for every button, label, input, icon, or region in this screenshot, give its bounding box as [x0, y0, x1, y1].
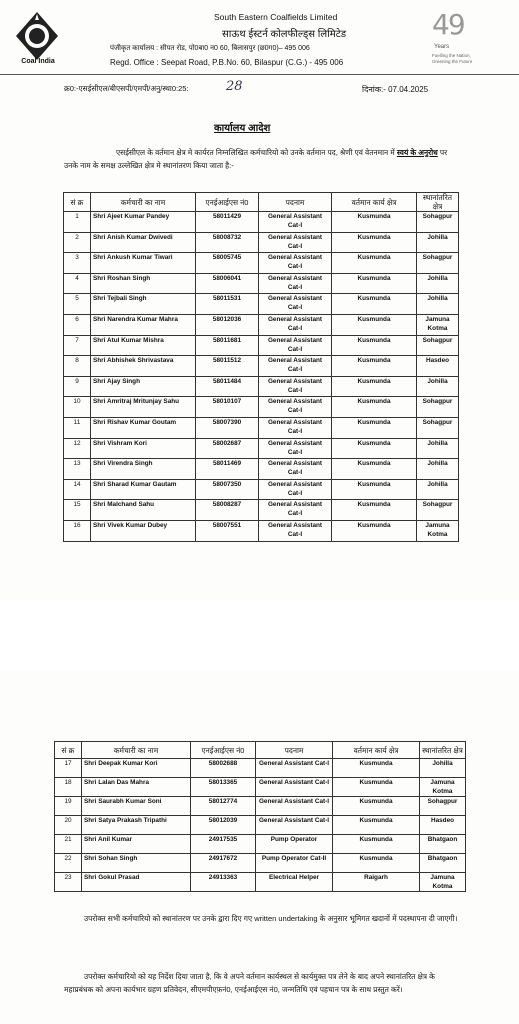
sn-cell: 1 [64, 212, 91, 233]
designation-cell: General Assistant Cat-I [259, 314, 332, 335]
designation-cell: General Assistant Cat-I [259, 438, 332, 459]
name-cell: Shri Sharad Kumar Gautam [91, 479, 196, 500]
transfer-area-cell: Jamuna Kotma [420, 778, 466, 797]
current-area-cell: Kusmunda [333, 759, 420, 778]
sn-cell: 15 [64, 500, 91, 521]
designation-cell: General Assistant Cat-I [259, 335, 332, 356]
sn-cell: 14 [64, 479, 91, 500]
table-row [64, 253, 459, 274]
transfer-area-cell: Johilla [417, 459, 459, 480]
current-area-cell: Kusmunda [332, 212, 417, 233]
designation-cell: General Assistant Cat-I [259, 500, 332, 521]
name-cell: Shri Sohan Singh [82, 854, 191, 873]
sn-cell: 6 [64, 314, 91, 335]
transfer-area-cell: Sohagpur [417, 335, 459, 356]
transfer-area-cell: Jamuna Kotma [417, 314, 459, 335]
table-row [64, 335, 459, 356]
neis-cell: 58008287 [196, 500, 259, 521]
table-header-row [64, 193, 459, 212]
table-row [64, 356, 459, 377]
table-row [64, 397, 459, 418]
header-name: कर्मचारी का नाम [82, 742, 191, 759]
intro-text-1: एसईसीएल के वर्तमान क्षेत्र मे कार्यरत निम्नलिखित कर्मचारियो को उनके वर्तमान पद, श्रेणी एवं वेतनमान में [116, 148, 397, 157]
undertaking-paragraph: उपरोक्त सभी कर्मचारियो को स्थानांतरण पर उनके द्वारा दिए गए written undertaking के अनुसार भूमिगत खदानों में पदस्थापना दी जाएगी। [84, 914, 458, 923]
header-sn: सं क्र [64, 193, 91, 212]
name-cell: Shri Ajeet Kumar Pandey [91, 212, 196, 233]
sn-cell: 9 [64, 376, 91, 397]
transfer-table-1 [63, 192, 459, 542]
table-row [64, 294, 459, 315]
designation-cell: General Assistant Cat-I [259, 479, 332, 500]
transfer-area-cell: Sohagpur [420, 797, 466, 816]
header-designation: पदनाम [259, 193, 332, 212]
table-row [64, 479, 459, 500]
current-area-cell: Kusmunda [333, 854, 420, 873]
order-date: दिनांक:- 07.04.2025 [362, 85, 429, 94]
transfer-area-cell: Johilla [417, 438, 459, 459]
sn-cell: 22 [55, 854, 82, 873]
neis-cell: 58005745 [196, 253, 259, 274]
header-transfer-area: स्थानांतरित क्षेत्र [420, 742, 466, 759]
sn-cell: 23 [55, 873, 82, 892]
current-area-cell: Kusmunda [332, 479, 417, 500]
current-area-cell: Raigarh [333, 873, 420, 892]
neis-cell: 24913363 [191, 873, 256, 892]
sn-cell: 17 [55, 759, 82, 778]
transfer-area-cell: Jamuna Kotma [420, 873, 466, 892]
intro-text-2: पर उनके नाम के समक्ष उल्लेखित क्षेत्र मे स्थानांतरण किया जाता है:- [64, 148, 448, 170]
table-row [64, 459, 459, 480]
current-area-cell: Kusmunda [332, 376, 417, 397]
table-row [64, 500, 459, 521]
transfer-area-cell: Johilla [417, 273, 459, 294]
name-cell: Shri Saurabh Kumar Soni [82, 797, 191, 816]
name-cell: Shri Lalan Das Mahra [82, 778, 191, 797]
address-hindi: पंजीकृत कार्यालय : सीपत रोड, पो0बा0 न0 60, बिलासपुर (छ0ग0)– 495 006 [110, 45, 310, 52]
neis-cell: 58007551 [196, 520, 259, 541]
neis-cell: 58011512 [196, 356, 259, 377]
current-area-cell: Kusmunda [332, 294, 417, 315]
designation-cell: General Assistant Cat-I [259, 397, 332, 418]
designation-cell: General Assistant Cat-I [259, 520, 332, 541]
designation-cell: General Assistant Cat-I [259, 253, 332, 274]
designation-cell: General Assistant Cat-I [259, 459, 332, 480]
current-area-cell: Kusmunda [333, 778, 420, 797]
current-area-cell: Kusmunda [332, 500, 417, 521]
name-cell: Shri Gokul Prasad [82, 873, 191, 892]
current-area-cell: Kusmunda [332, 397, 417, 418]
table-row [55, 759, 466, 778]
transfer-area-cell: Hasdeo [417, 356, 459, 377]
name-cell: Shri Roshan Singh [91, 273, 196, 294]
designation-cell: General Assistant Cat-I [256, 759, 333, 778]
neis-cell: 24917535 [191, 835, 256, 854]
header-current-area: वर्तमान कार्य क्षेत्र [332, 193, 417, 212]
neis-cell: 58002687 [196, 438, 259, 459]
anniversary-tagline-2: Greening the Future [432, 59, 473, 64]
transfer-area-cell: Jamuna Kotma [417, 520, 459, 541]
anniversary-tagline-1: Fuelling the Nation, [432, 53, 471, 58]
anniversary-badge-years: Years [434, 44, 450, 50]
transfer-area-cell: Sohagpur [417, 212, 459, 233]
header-neis: एनईआईएस नं0 [191, 742, 256, 759]
transfer-table-2 [54, 741, 466, 892]
table-row [64, 273, 459, 294]
table-row [55, 873, 466, 892]
sn-cell: 16 [64, 520, 91, 541]
designation-cell: General Assistant Cat-I [259, 232, 332, 253]
neis-cell: 58002688 [191, 759, 256, 778]
sn-cell: 21 [55, 835, 82, 854]
neis-cell: 58011469 [196, 459, 259, 480]
table-row [55, 778, 466, 797]
name-cell: Shri Ajay Singh [91, 376, 196, 397]
name-cell: Shri Rishav Kumar Goutam [91, 417, 196, 438]
sn-cell: 12 [64, 438, 91, 459]
sn-cell: 2 [64, 232, 91, 253]
transfer-area-cell: Bhatgaon [420, 854, 466, 873]
sn-cell: 10 [64, 397, 91, 418]
neis-cell: 58007350 [196, 479, 259, 500]
reference-prefix: क्र0:-एसईसीएल/बीएसपी/एमपी/अनु/स्था0:25: [64, 84, 189, 93]
table-row [55, 854, 466, 873]
designation-cell: General Assistant Cat-I [259, 212, 332, 233]
designation-cell: General Assistant Cat-I [256, 816, 333, 835]
name-cell: Shri Malchand Sahu [91, 500, 196, 521]
name-cell: Shri Tejbali Singh [91, 294, 196, 315]
current-area-cell: Kusmunda [332, 232, 417, 253]
instruction-paragraph: उपरोक्त कर्मचारियो को यह निर्देश दिया जाता है, कि वे अपने वर्तमान कार्यस्थल से कार्यमुक्त पत्र लेने के बाद अपने स्थानांतरित क्षेत्र के महाप्रबंधक को अपना कार्यभार ग्रहण प्रतिवेदन, सीएमपीएफ़नं0, एनईआईएस नं0, जन्मतिथि एवं पहचान पत्र के साथ प्रस्तुत करें। [64, 972, 435, 994]
designation-cell: Pump Operator Cat-II [256, 854, 333, 873]
table-row [64, 212, 459, 233]
sn-cell: 7 [64, 335, 91, 356]
current-area-cell: Kusmunda [332, 356, 417, 377]
sn-cell: 3 [64, 253, 91, 274]
transfer-area-cell: Sohagpur [417, 397, 459, 418]
name-cell: Shri Abhishek Shrivastava [91, 356, 196, 377]
sn-cell: 19 [55, 797, 82, 816]
neis-cell: 58013365 [191, 778, 256, 797]
current-area-cell: Kusmunda [332, 273, 417, 294]
name-cell: Shri Anish Kumar Dwivedi [91, 232, 196, 253]
current-area-cell: Kusmunda [332, 459, 417, 480]
sn-cell: 18 [55, 778, 82, 797]
designation-cell: General Assistant Cat-I [259, 356, 332, 377]
current-area-cell: Kusmunda [332, 314, 417, 335]
neis-cell: 58010107 [196, 397, 259, 418]
current-area-cell: Kusmunda [332, 417, 417, 438]
neis-cell: 58006041 [196, 273, 259, 294]
name-cell: Shri Deepak Kumar Kori [82, 759, 191, 778]
table-row [64, 376, 459, 397]
neis-cell: 58012036 [196, 314, 259, 335]
designation-cell: General Assistant Cat-I [259, 417, 332, 438]
transfer-area-cell: Hasdeo [420, 816, 466, 835]
neis-cell: 58007390 [196, 417, 259, 438]
transfer-area-cell: Johilla [417, 294, 459, 315]
current-area-cell: Kusmunda [332, 335, 417, 356]
header-neis: एनईआईएस नं0 [196, 193, 259, 212]
name-cell: Shri Satya Prakash Tripathi [82, 816, 191, 835]
header-transfer-area: स्थानांतरित क्षेत्र [417, 193, 459, 212]
designation-cell: Electrical Helper [256, 873, 333, 892]
table-row [64, 417, 459, 438]
header-sn: सं क्र [55, 742, 82, 759]
designation-cell: Pump Operator [256, 835, 333, 854]
intro-paragraph [64, 146, 460, 172]
neis-cell: 58011429 [196, 212, 259, 233]
name-cell: Shri Vishram Kori [91, 438, 196, 459]
designation-cell: General Assistant Cat-I [259, 273, 332, 294]
transfer-area-cell: Sohagpur [417, 417, 459, 438]
transfer-area-cell: Bhatgaon [420, 835, 466, 854]
transfer-area-cell: Sohagpur [417, 500, 459, 521]
name-cell: Shri Anil Kumar [82, 835, 191, 854]
transfer-area-cell: Johilla [417, 479, 459, 500]
name-cell: Shri Vivek Kumar Dubey [91, 520, 196, 541]
table-row [64, 520, 459, 541]
header-current-area: वर्तमान कार्य क्षेत्र [333, 742, 420, 759]
current-area-cell: Kusmunda [332, 520, 417, 541]
neis-cell: 24917672 [191, 854, 256, 873]
address-english: Regd. Office : Seepat Road, P.B.No. 60, Bilaspur (C.G.) - 495 006 [110, 58, 344, 67]
name-cell: Shri Atul Kumar Mishra [91, 335, 196, 356]
reference-number: 28 [226, 79, 243, 94]
current-area-cell: Kusmunda [333, 816, 420, 835]
name-cell: Shri Virendra Singh [91, 459, 196, 480]
logo-text: Coal India [21, 58, 55, 65]
sn-cell: 5 [64, 294, 91, 315]
header-designation: पदनाम [256, 742, 333, 759]
current-area-cell: Kusmunda [333, 835, 420, 854]
company-name-hindi: साऊथ ईस्टर्न कोलफील्ड्स लिमिटेड [222, 29, 347, 40]
order-title: कार्यालय आदेश [214, 123, 271, 134]
sn-cell: 13 [64, 459, 91, 480]
sn-cell: 11 [64, 417, 91, 438]
designation-cell: General Assistant Cat-I [256, 778, 333, 797]
designation-cell: General Assistant Cat-I [259, 294, 332, 315]
neis-cell: 58008732 [196, 232, 259, 253]
table-row [55, 835, 466, 854]
name-cell: Shri Ankush Kumar Tiwari [91, 253, 196, 274]
sn-cell: 8 [64, 356, 91, 377]
current-area-cell: Kusmunda [332, 438, 417, 459]
table-header-row [55, 742, 466, 759]
transfer-area-cell: Sohagpur [417, 253, 459, 274]
header-name: कर्मचारी का नाम [91, 193, 196, 212]
neis-cell: 58011681 [196, 335, 259, 356]
intro-bold-text: स्वयं के अनुरोध [396, 148, 438, 157]
sn-cell: 4 [64, 273, 91, 294]
table-row [55, 816, 466, 835]
current-area-cell: Kusmunda [333, 797, 420, 816]
table-row [64, 232, 459, 253]
designation-cell: General Assistant Cat-I [259, 376, 332, 397]
name-cell: Shri Amritraj Mritunjay Sahu [91, 397, 196, 418]
transfer-area-cell: Johilla [417, 232, 459, 253]
sn-cell: 20 [55, 816, 82, 835]
coal-india-logo-icon [14, 6, 60, 66]
header-divider [0, 74, 519, 75]
table-row [64, 314, 459, 335]
name-cell: Shri Narendra Kumar Mahra [91, 314, 196, 335]
designation-cell: General Assistant Cat-I [256, 797, 333, 816]
neis-cell: 58011484 [196, 376, 259, 397]
neis-cell: 58012774 [191, 797, 256, 816]
table-row [55, 797, 466, 816]
current-area-cell: Kusmunda [332, 253, 417, 274]
neis-cell: 58011531 [196, 294, 259, 315]
transfer-area-cell: Johilla [417, 376, 459, 397]
anniversary-badge-number: 49 [432, 8, 464, 41]
company-name-english: South Eastern Coalfields Limited [214, 12, 338, 22]
transfer-area-cell: Johilla [420, 759, 466, 778]
page-gap [0, 600, 519, 670]
table-row [64, 438, 459, 459]
neis-cell: 58012039 [191, 816, 256, 835]
